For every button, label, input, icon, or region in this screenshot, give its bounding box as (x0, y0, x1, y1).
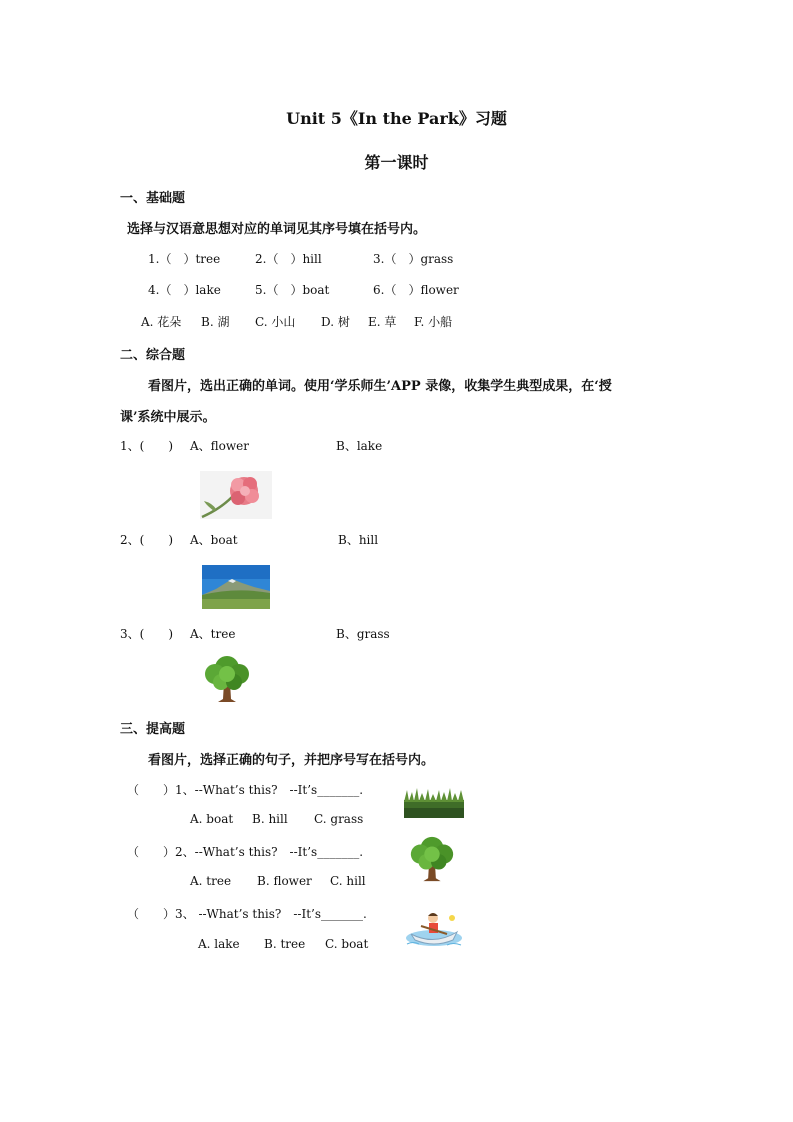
section3-instruction: 看图片，选择正确的句子，并把序号写在括号内。 (148, 753, 435, 768)
s2-q1-option-b: B、lake (336, 439, 383, 453)
boy-in-boat-image (403, 904, 465, 948)
s1-option-c: C. 小山 (255, 315, 296, 329)
tree-image (201, 652, 253, 704)
grass-image (404, 786, 464, 818)
s2-q1-option-a: A、flower (190, 439, 250, 453)
s3-q1-option-b: B. hill (252, 812, 288, 826)
s3-q3-option-c: C. boat (325, 937, 369, 951)
s2-q2-option-a: A、boat (190, 533, 238, 547)
s2-q3-num: 3、( ) (120, 627, 173, 641)
s1-item-1: 1.（ ）tree (148, 252, 221, 266)
s1-item-3: 3.（ ）grass (373, 252, 454, 266)
page-title: Unit 5《In the Park》习题 (286, 109, 507, 128)
tree-image-2 (407, 833, 457, 883)
s1-option-f: F. 小船 (414, 315, 453, 329)
s1-option-a: A. 花朵 (141, 315, 182, 329)
hill-landscape-image (202, 565, 270, 609)
s3-q2-option-a: A. tree (190, 874, 232, 888)
section1-heading: 一、基础题 (120, 191, 186, 206)
s3-q1-stem: （ ）1、--What’s this? --It’s_______. (127, 783, 364, 797)
s3-q1-option-c: C. grass (314, 812, 364, 826)
s3-q1-option-a: A. boat (190, 812, 234, 826)
section1-instruction: 选择与汉语意思想对应的单词见其序号填在括号内。 (127, 222, 427, 237)
s1-option-b: B. 湖 (201, 315, 230, 329)
s3-q3-option-b: B. tree (264, 937, 306, 951)
section3-heading: 三、提高题 (120, 722, 186, 737)
s3-q2-option-c: C. hill (330, 874, 366, 888)
s1-item-6: 6.（ ）flower (373, 283, 459, 297)
page-subtitle: 第一课时 (364, 153, 429, 172)
s3-q3-stem: （ ）3、 --What’s this? --It’s_______. (127, 907, 367, 921)
section2-heading: 二、综合题 (120, 348, 186, 363)
s3-q3-option-a: A. lake (198, 937, 240, 951)
s2-q1-num: 1、( ) (120, 439, 173, 453)
carnation-flower-image (200, 471, 272, 519)
section2-instruction-line1: 看图片，选出正确的单词。使用‘学乐师生’APP 录像，收集学生典型成果，在‘授 (148, 379, 612, 394)
s1-item-2: 2.（ ）hill (255, 252, 322, 266)
s2-q3-option-a: A、tree (190, 627, 236, 641)
s1-item-4: 4.（ ）lake (148, 283, 221, 297)
s1-option-e: E. 草 (368, 315, 397, 329)
s3-q2-option-b: B. flower (257, 874, 312, 888)
s1-item-5: 5.（ ）boat (255, 283, 330, 297)
s2-q2-option-b: B、hill (338, 533, 379, 547)
section2-instruction-line2: 课’系统中展示。 (120, 410, 216, 425)
s2-q2-num: 2、( ) (120, 533, 173, 547)
s3-q2-stem: （ ）2、--What’s this? --It’s_______. (127, 845, 364, 859)
s1-option-d: D. 树 (321, 315, 350, 329)
s2-q3-option-b: B、grass (336, 627, 390, 641)
